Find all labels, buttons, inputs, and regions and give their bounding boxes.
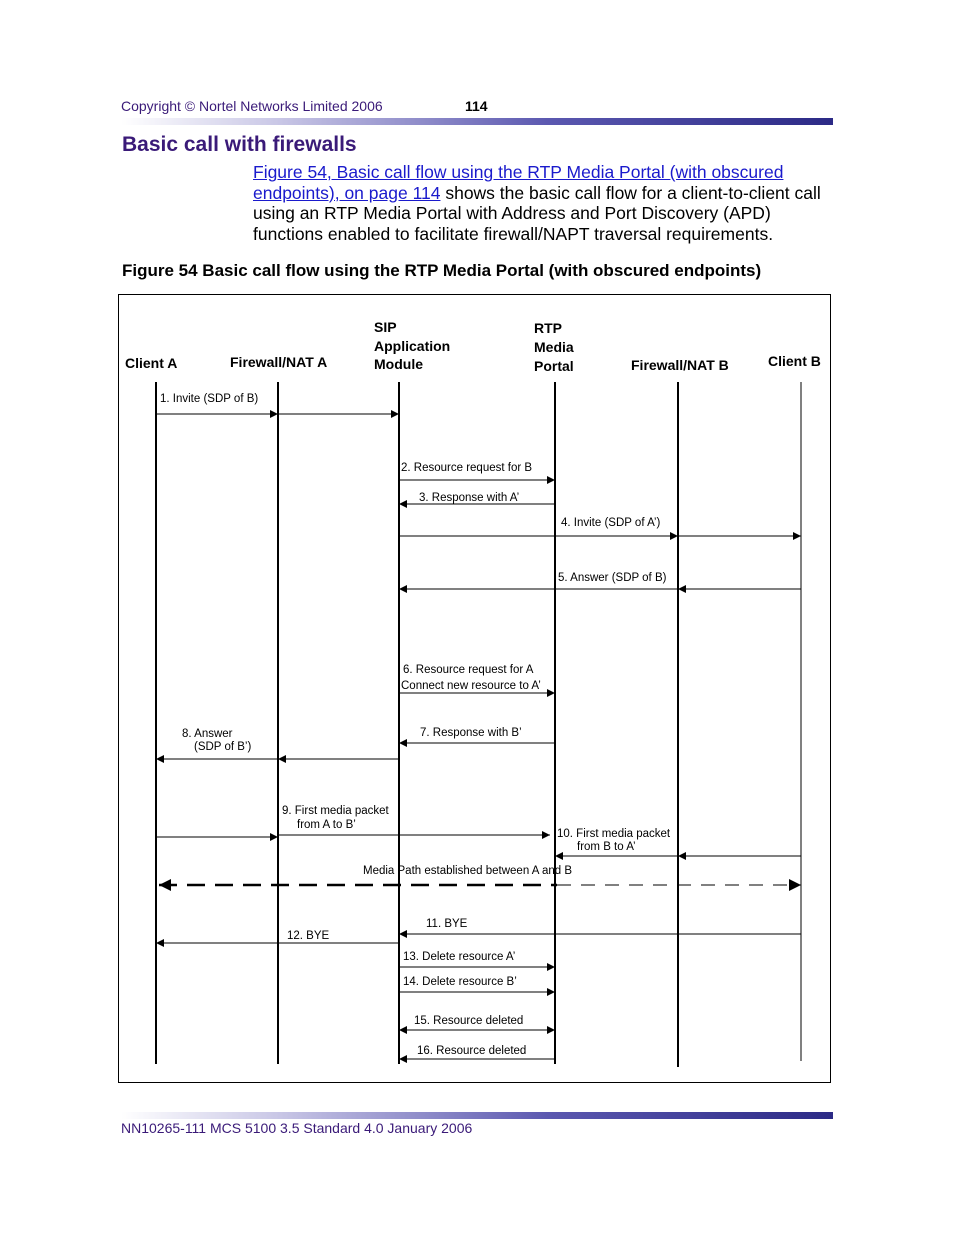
figure-link-line-1: Figure 54, Basic call flow using the RTP Media Portal (with obscured bbox=[253, 162, 784, 182]
label-m10-line-1: 10. First media packet bbox=[557, 828, 671, 840]
label-m5: 5. Answer (SDP of B) bbox=[558, 572, 667, 584]
footer-rule bbox=[121, 1112, 833, 1119]
header-rule bbox=[121, 118, 833, 125]
footer-text: NN10265-111 MCS 5100 3.5 Standard 4.0 January 2006 bbox=[121, 1120, 473, 1136]
figure-caption: Figure 54 Basic call flow using the RTP Media Portal (with obscured endpoints) bbox=[122, 261, 762, 280]
entity-client-b: Client B bbox=[768, 353, 821, 369]
entity-sip-line-1: SIP bbox=[374, 319, 397, 335]
label-m4: 4. Invite (SDP of A’) bbox=[561, 517, 661, 529]
entity-client-a: Client A bbox=[125, 355, 178, 371]
entity-sip-line-3: Module bbox=[374, 356, 423, 372]
body-paragraph bbox=[253, 162, 833, 244]
body-text: shows the basic call flow for a client-to-client call using an RTP Media Portal with Address and Port Discovery (APD) functions enabled to facilitate firewall/NAPT traversal requirements. bbox=[253, 182, 821, 244]
entity-firewall-a: Firewall/NAT A bbox=[230, 354, 328, 370]
label-m3: 3. Response with A’ bbox=[419, 492, 520, 504]
label-m14: 14. Delete resource B’ bbox=[403, 976, 517, 988]
entity-rtp-line-3: Portal bbox=[534, 358, 574, 374]
header-page-number: 114 bbox=[465, 98, 488, 114]
call-flow-diagram bbox=[119, 295, 830, 1082]
label-m10-line-2: from B to A’ bbox=[577, 841, 636, 853]
label-m6-line-2: Connect new resource to A’ bbox=[401, 680, 541, 692]
label-m7: 7. Response with B’ bbox=[420, 727, 522, 739]
entity-firewall-b: Firewall/NAT B bbox=[631, 357, 729, 373]
label-media-path: Media Path established between A and B bbox=[363, 865, 573, 877]
label-m8-line-1: 8. Answer bbox=[182, 728, 233, 740]
entity-rtp-line-2: Media bbox=[534, 339, 574, 355]
label-m9-line-1: 9. First media packet bbox=[282, 805, 389, 817]
label-m9-line-2: from A to B’ bbox=[297, 819, 356, 831]
lifelines bbox=[156, 382, 801, 1067]
entity-rtp-line-1: RTP bbox=[534, 320, 562, 336]
label-m13: 13. Delete resource A’ bbox=[403, 951, 516, 963]
label-m11: 11. BYE bbox=[426, 918, 468, 930]
label-m2: 2. Resource request for B bbox=[401, 462, 533, 474]
label-m1: 1. Invite (SDP of B) bbox=[160, 393, 259, 405]
entity-sip-line-2: Application bbox=[374, 338, 451, 354]
label-m15: 15. Resource deleted bbox=[414, 1015, 524, 1027]
header-copyright: Copyright © Nortel Networks Limited 2006 bbox=[121, 98, 383, 114]
figure-frame bbox=[118, 294, 831, 1083]
label-m16: 16. Resource deleted bbox=[417, 1045, 527, 1057]
label-m12: 12. BYE bbox=[287, 930, 330, 942]
label-m6-line-1: 6. Resource request for A bbox=[403, 664, 534, 676]
label-m8-line-2: (SDP of B’) bbox=[194, 741, 252, 753]
figure-link-line-2: endpoints), on page 114 bbox=[253, 182, 441, 203]
section-title: Basic call with firewalls bbox=[122, 133, 357, 156]
